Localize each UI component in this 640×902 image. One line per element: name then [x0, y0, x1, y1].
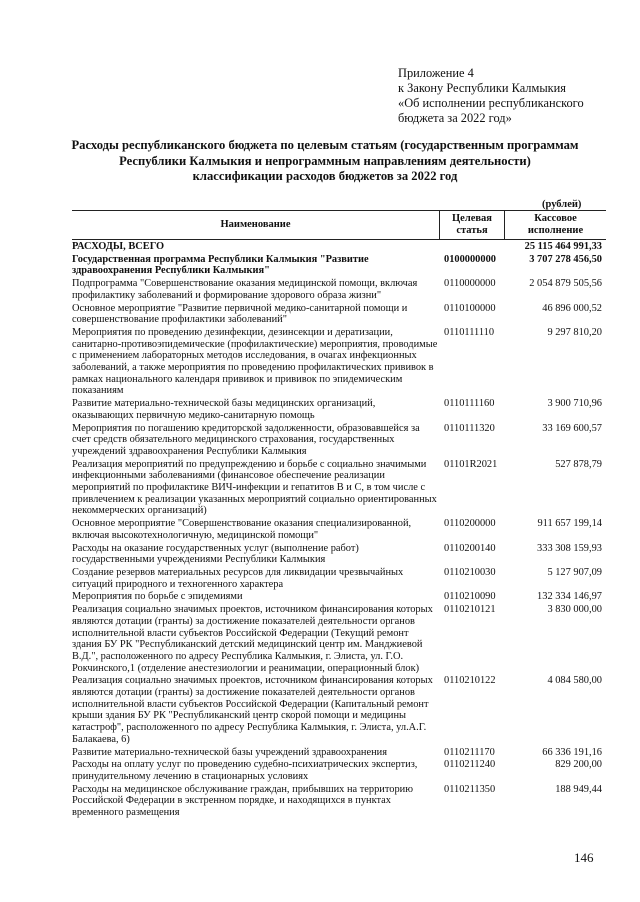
unit-label: (рублей) [542, 199, 582, 210]
row-code: 0110211170 [444, 746, 495, 758]
row-name: Расходы на оказание государственных услуг (выполнение работ) государственными учреждениями Республики Калмыкия [72, 542, 359, 566]
table-row [72, 603, 606, 674]
row-name: Основное мероприятие "Развитие первичной медико-санитарной помощи и совершенствование профилактики заболеваний" [72, 302, 408, 326]
row-name: Мероприятия по погашению кредиторской задолженности, образовавшейся за счет средств обязательного медицинского страхования, государственных учреждений здравоохранения Республики Калмыкия [72, 422, 420, 457]
row-name: РАСХОДЫ, ВСЕГО [72, 241, 165, 252]
table-row [72, 277, 606, 301]
row-amount: 2 054 879 505,56 [529, 278, 602, 290]
row-code: 0100000000 [444, 253, 496, 265]
row-code: 0110000000 [444, 278, 496, 290]
row-amount: 5 127 907,09 [547, 566, 602, 578]
table-row [72, 542, 606, 566]
table-row [72, 326, 606, 397]
header-code [440, 213, 504, 237]
header-amount-line: исполнение [527, 225, 584, 236]
row-code: 0110111110 [444, 326, 495, 338]
row-code: 0110211240 [444, 759, 496, 771]
table-row [72, 240, 606, 253]
appendix-line: Приложение 4 [398, 66, 474, 80]
row-amount: 527 878,79 [555, 458, 602, 470]
row-code: 0110111160 [444, 398, 495, 410]
row-amount: 4 084 580,00 [547, 675, 602, 687]
table-row [72, 517, 606, 541]
row-code: 0110210030 [444, 566, 496, 578]
table-header [72, 210, 606, 240]
row-name: Реализация социально значимых проектов, источником финансирования которых являются дотации (гранты) за достижение показателей деятельности органов исполнительной власти субъектов Российской Федерации (Текущий ремонт здания БУ РК "Республиканский детский медицинский центр им. Манджиевой В.Д.", расположенного по адресу Республика Калмыкия, г. Элиста, ул. Г.О. Рокчинского,1 (отделение анестезиологии и реанимации, операционный блок) [72, 604, 433, 674]
appendix-block [398, 66, 618, 126]
row-name: Создание резервов материальных ресурсов для ликвидации чрезвычайных ситуаций природного и техногенного характера [72, 566, 404, 590]
row-name: Мероприятия по борьбе с эпидемиями [72, 591, 243, 603]
row-amount: 66 336 191,16 [542, 746, 602, 758]
header-code-line: Целевая [452, 213, 492, 224]
header-code-line: статья [456, 225, 488, 236]
table-row [72, 674, 606, 745]
row-amount: 333 308 159,93 [537, 542, 602, 554]
row-amount: 3 830 000,00 [547, 604, 602, 616]
row-amount: 33 169 600,57 [542, 422, 602, 434]
row-name: Развитие материально-технической базы учреждений здравоохранения [72, 746, 388, 758]
row-code: 0110210121 [444, 604, 496, 616]
row-amount: 188 949,44 [555, 783, 602, 795]
appendix-line: к Закону Республики Калмыкия [398, 81, 566, 95]
title-line: классификации расходов бюджетов за 2022 год [192, 169, 458, 183]
header-name: Наименование [220, 219, 291, 230]
row-code: 0110211350 [444, 783, 496, 795]
title-line: Республики Калмыкия и непрограммным направлениям деятельности) [119, 153, 531, 168]
row-name: Подпрограмма "Совершенствование оказания медицинской помощи, включая профилактику заболеваний и формирование здорового образа жизни" [72, 278, 418, 301]
row-name: Реализация мероприятий по предупреждению и борьбе с социально значимыми инфекционными заболеваниями (финансовое обеспечение реализации мероприятий по профилактике ВИЧ-инфекции и гепатитов В и С, в том числе с привлечением к реализации указанных мероприятий социально ориентированных некоммерческих организаций) [72, 458, 437, 517]
table-row [72, 758, 606, 782]
table-row [72, 422, 606, 458]
row-name: Реализация социально значимых проектов, источником финансирования которых являются дотации (гранты) за достижение показателей деятельности органов исполнительной власти субъектов Российской Федерации (Капитальный ремонт крыши здания БУ РК "Республиканский центр скорой помощи и медицины катастроф", расположенного по адресу Республика Калмыкия, г. Элиста, ул.А.Г. Балакаева, 6) [72, 675, 433, 745]
table-row [72, 253, 606, 277]
row-code: 0110200140 [444, 542, 496, 554]
table-row [72, 458, 606, 518]
table-row [72, 566, 606, 590]
row-code: 0110210090 [444, 591, 496, 603]
appendix-line: бюджета за 2022 год» [398, 111, 512, 125]
expenditure-table [72, 210, 606, 819]
table-row [72, 783, 606, 819]
row-amount: 9 297 810,20 [547, 326, 602, 338]
row-amount: 132 334 146,97 [537, 591, 602, 603]
header-amount [505, 213, 606, 237]
row-amount: 829 200,00 [555, 759, 602, 771]
row-name: Расходы на оплату услуг по проведению судебно-психиатрических экспертиз, принудительному лечению в стационарных условиях [72, 759, 418, 782]
header-amount-line: Кассовое [534, 213, 577, 224]
appendix-line: «Об исполнении республиканского [398, 96, 584, 110]
row-code: 0110111320 [444, 422, 495, 434]
table-row [72, 590, 606, 603]
row-name: Государственная программа Республики Калмыкия "Развитие здравоохранения Республики Калмыкия" [72, 253, 369, 277]
row-amount: 3 900 710,96 [547, 398, 602, 410]
document-title [40, 138, 610, 185]
row-name: Развитие материально-технической базы медицинских организаций, оказывающих первичную медико-санитарную помощь [72, 398, 376, 421]
row-code: 0110200000 [444, 518, 496, 530]
row-code: 0110100000 [444, 302, 496, 314]
row-amount: 46 896 000,52 [542, 302, 602, 314]
row-amount: 911 657 199,14 [537, 518, 602, 530]
title-line: Расходы республиканского бюджета по целевым статьям (государственным программам [71, 138, 579, 152]
row-code: 01101R2021 [444, 458, 498, 470]
table-row [72, 302, 606, 326]
row-name: Основное мероприятие "Совершенствование оказания специализированной, включая высокотехнологичную, медицинской помощи" [72, 518, 412, 541]
row-name: Расходы на медицинское обслуживание граждан, прибывших на территорию Российской Федерации в экстренном порядке, и находящихся в пунктах временного размещения [72, 783, 413, 819]
table-row [72, 397, 606, 421]
row-amount: 25 115 464 991,33 [524, 241, 602, 252]
row-amount: 3 707 278 456,50 [529, 253, 602, 265]
page-number: 146 [574, 850, 594, 865]
row-code: 0110210122 [444, 675, 496, 687]
row-name: Мероприятия по проведению дезинфекции, дезинсекции и дератизации, санитарно-противоэпидемические (профилактические) мероприятия, проводимые с применением лабораторных методов исследования, в очагах инфекционных заболеваний, а также мероприятия по проведению профилактических прививок в рамках национального календаря прививок и прививок по эпидемическим показаниям [72, 326, 438, 397]
table-row [72, 746, 606, 759]
